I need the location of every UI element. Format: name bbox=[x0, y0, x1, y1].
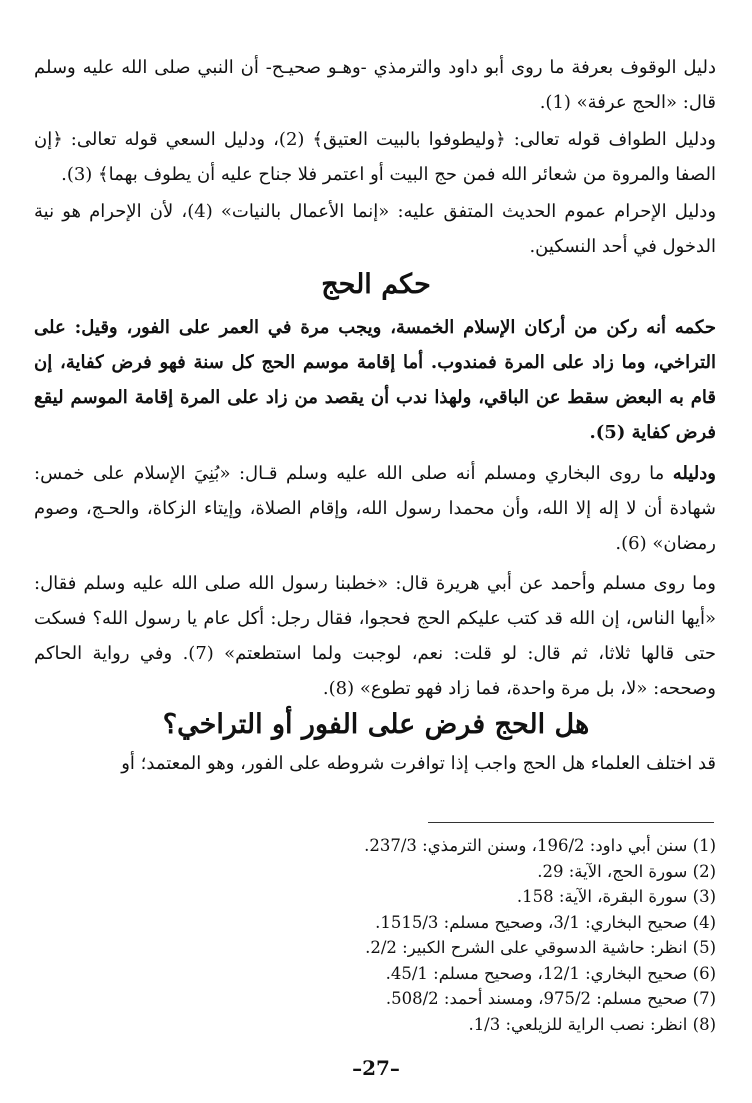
paragraph-abu-hurayrah-hadith: وما روى مسلم وأحمد عن أبي هريرة قال: «خطبنا رسول الله صلى الله عليه وسلم فقال: «أيها الناس، إن الله قد كتب عليكم الحج فحجوا، فقال رجل: أكل عام يا رسول الله؟ فسكت حتى قالها ثلاثا، ثم قال: لو قلت: نعم، لوجبت ولما استطعتم» (7). وفي رواية الحاكم وصححه: «لا، بل مرة واحدة، فما زاد فهو تطوع» (8). bbox=[34, 573, 716, 699]
paragraph-body: ما روى البخاري ومسلم أنه صلى الله عليه وسلم قـال: «بُنِيَ الإسلام على خمس: شهادة أن لا إله إلا الله، وأن محمدا رسول الله، وإقام الصلاة، وإيتاء الزكاة، والحـج، وصوم رمضان» (6). bbox=[34, 463, 716, 554]
paragraph-ruling-evidence bbox=[34, 456, 716, 561]
footnote-item: (7) صحيح مسلم: 975/2، ومسند أحمد: 508/2. bbox=[385, 989, 716, 1008]
paragraph-scholars-disagreement: قد اختلف العلماء هل الحج واجب إذا توافرت شروطه على الفور، وهو المعتمد؛ أو bbox=[121, 753, 716, 774]
footnote-item: (2) سورة الحج، الآية: 29. bbox=[537, 861, 716, 881]
page-number: –27– bbox=[352, 1056, 400, 1080]
heading-immediacy-question: هل الحج فرض على الفور أو التراخي؟ bbox=[162, 709, 590, 740]
footnote-item: (8) انظر: نصب الراية للزيلعي: 1/3. bbox=[468, 1014, 716, 1034]
heading-hajj-ruling: حكم الحج bbox=[321, 269, 431, 300]
paragraph-arafah-evidence: دليل الوقوف بعرفة ما روى أبو داود والترمذي -وهـو صحيـح- أن النبي صلى الله عليه وسلم قال: «الحج عرفة» (1). bbox=[34, 57, 716, 113]
paragraph-ihram-evidence: ودليل الإحرام عموم الحديث المتفق عليه: «إنما الأعمال بالنيات» (4)، لأن الإحرام هو نية الدخول في أحد النسكين. bbox=[34, 201, 717, 257]
paragraph-lead-word: ودليله bbox=[672, 463, 716, 484]
paragraph-tawaf-sai-evidence: ودليل الطواف قوله تعالى: ﴿وليطوفوا بالبيت العتيق﴾ (2)، ودليل السعي قوله تعالى: ﴿إن الصفا والمروة من شعائر الله فمن حج البيت أو اعتمر فلا جناح عليه أن يطوف بهما﴾ (3). bbox=[34, 129, 716, 185]
footnote-item: (3) سورة البقرة، الآية: 158. bbox=[516, 887, 716, 906]
footnote-item: (6) صحيح البخاري: 12/1، وصحيح مسلم: 45/1. bbox=[385, 963, 716, 983]
footnote-divider bbox=[428, 822, 714, 823]
footnote-item: (5) انظر: حاشية الدسوقي على الشرح الكبير: 2/2. bbox=[365, 938, 716, 957]
footnotes-list bbox=[34, 833, 716, 1037]
paragraph-hajj-ruling: حكمه أنه ركن من أركان الإسلام الخمسة، ويجب مرة في العمر على الفور، وقيل: على التراخي، وما زاد على المرة فمندوب. أما إقامة موسم الحج كل سنة فهو فرض كفاية، إن قام به البعض سقط عن الباقي، ولهذا ندب أن يقصد من زاد على المرة إقامة الموسم ليقع فرض كفاية (5). bbox=[34, 317, 716, 443]
footnote-item: (1) سنن أبي داود: 196/2، وسنن الترمذي: 237/3. bbox=[364, 836, 716, 855]
footnote-item: (4) صحيح البخاري: 3/1، وصحيح مسلم: 1515/3. bbox=[375, 912, 716, 932]
